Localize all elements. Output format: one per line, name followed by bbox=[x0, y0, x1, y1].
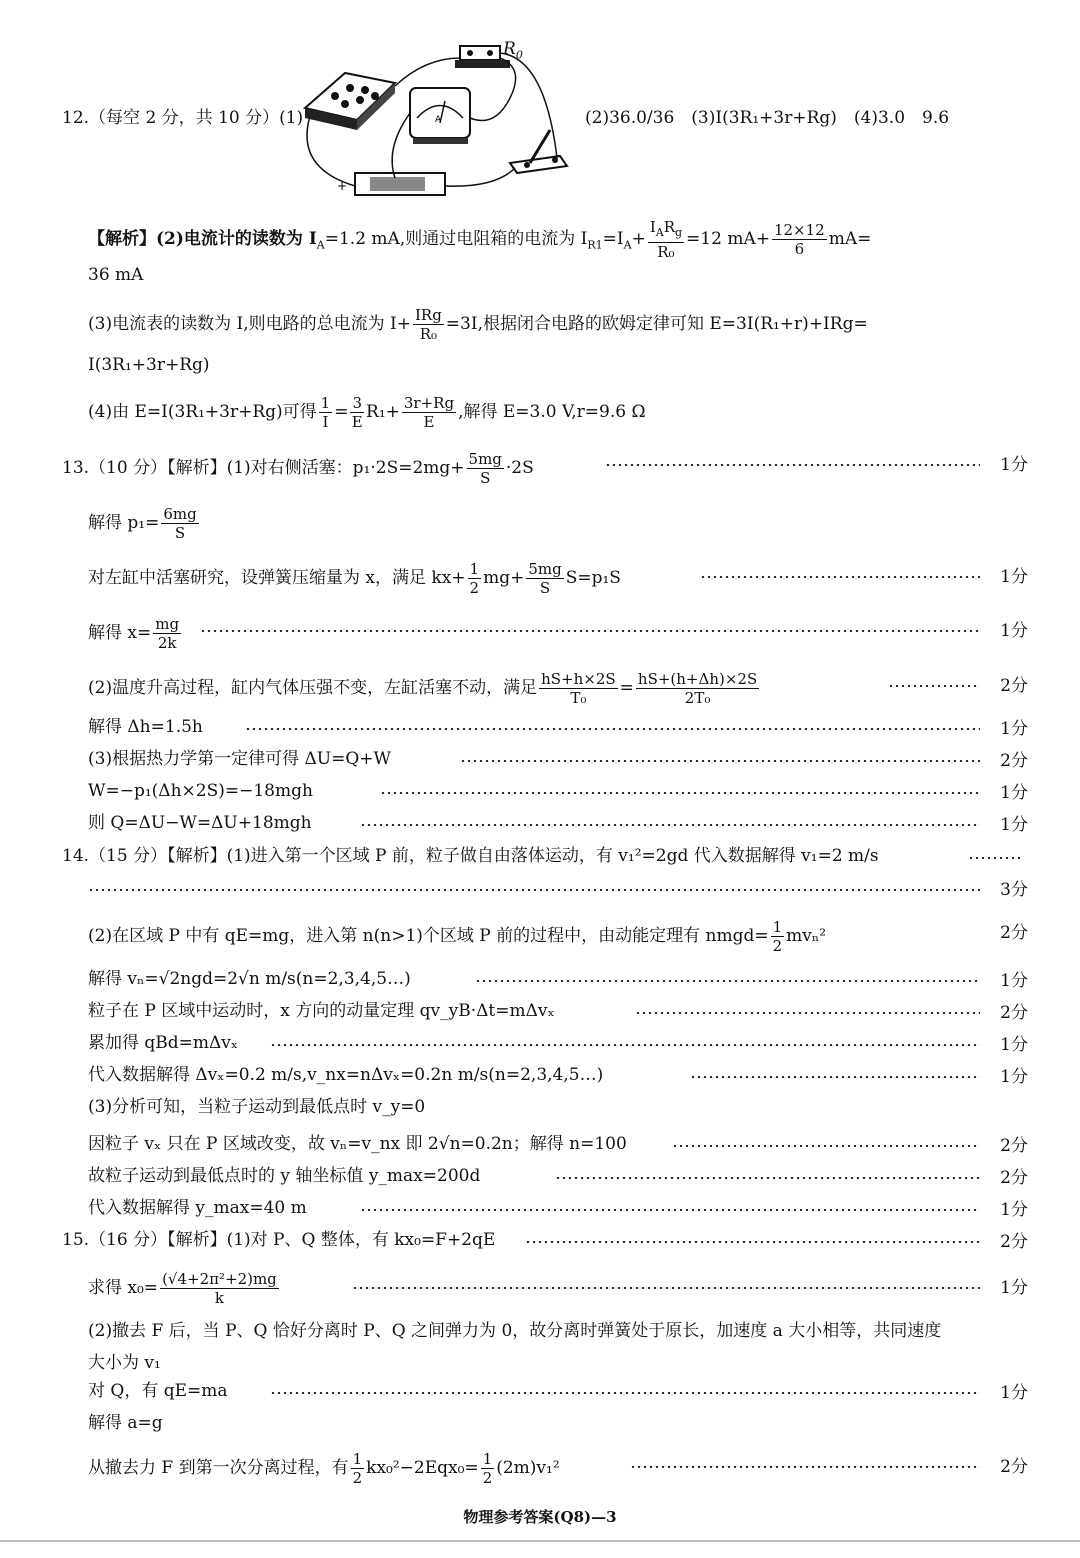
frac-half-1-den: 2 bbox=[469, 579, 480, 597]
q13-line7: (3)根据热力学第一定律可得 ΔU=Q+W bbox=[88, 749, 391, 769]
q15-l7b: kx₀²−2Eqx₀= bbox=[366, 1458, 479, 1478]
svg-text:+: + bbox=[337, 179, 348, 193]
frac-half-3-num: 1 bbox=[352, 1450, 363, 1468]
frac-1-i bbox=[319, 394, 333, 431]
frac-5mg-den: S bbox=[480, 469, 491, 487]
q14-line9: 故粒子运动到最低点时的 y 轴坐标值 y_max=200d bbox=[88, 1166, 481, 1186]
leader-dots bbox=[360, 1209, 980, 1211]
q14-score8: 2分 bbox=[1000, 1136, 1028, 1156]
frac-ideal-gas-2-num: hS+(h+Δh)×2S bbox=[637, 670, 758, 688]
q12-c1: (4)由 E=I(3R₁+3r+Rg)可得 bbox=[88, 402, 317, 422]
q14-line1: 14.（15 分）【解析】(1)进入第一个区域 P 前，粒子做自由落体运动，有 v₁²=2gd 代入数据解得 v₁=2 m/s bbox=[62, 846, 879, 866]
leader-dots bbox=[270, 1044, 980, 1046]
q12-header: 12.（每空 2 分，共 10 分）(1) bbox=[62, 108, 304, 128]
q12-answers: (2)36.0/36 (3)I(3R₁+3r+Rg) (4)3.0 9.6 bbox=[585, 108, 950, 128]
frac-ideal-gas-2-den: 2T₀ bbox=[684, 689, 711, 707]
frac-12x12-den: 6 bbox=[794, 240, 805, 258]
q13-line4 bbox=[88, 615, 183, 652]
sub-a2: A bbox=[623, 238, 632, 252]
q13-l1: 13.（10 分）【解析】(1)对右侧活塞：p₁·2S=2mg+ bbox=[62, 458, 465, 478]
q13-score9: 1分 bbox=[1000, 815, 1028, 835]
frac-ia-rg bbox=[648, 218, 684, 261]
frac-12x12 bbox=[772, 221, 827, 258]
q12-analysis-line3 bbox=[88, 306, 868, 343]
frac-x0-den: k bbox=[214, 1289, 224, 1307]
frac-x0-num: (√4+2π²+2)mg bbox=[162, 1270, 277, 1288]
sub-r1: R1 bbox=[587, 238, 603, 252]
q13-line1 bbox=[62, 450, 534, 487]
leader-dots bbox=[968, 857, 1023, 859]
q15-line2 bbox=[88, 1270, 281, 1307]
leader-dots bbox=[245, 728, 980, 730]
q12-c1e: ,解得 E=3.0 V,r=9.6 Ω bbox=[458, 402, 646, 422]
frac-irg-num: IRg bbox=[414, 306, 442, 324]
frac-6mg-num: 6mg bbox=[163, 505, 197, 523]
q13-line5: (2)温度升高过程，缸内气体压强不变，左缸活塞不动，满足 $\frac{hS+h\times 2S}{\text{T₀}}$ = $\frac{hS+(h+\Delta h)\times 2S}{\text{2T₀}}$ bbox=[88, 670, 758, 707]
frac-ia-rg-num: $I_AR_g$ bbox=[648, 218, 684, 243]
leader-dots bbox=[380, 792, 980, 794]
q14-score9: 2分 bbox=[1000, 1168, 1028, 1188]
frac-1-i-num: 1 bbox=[320, 394, 331, 412]
resistance-box-image bbox=[305, 73, 395, 130]
frac-mg-2k bbox=[153, 615, 181, 652]
q14-line6: 代入数据解得 Δvₓ=0.2 m/s,v_nx=nΔvₓ=0.2n m/s(n=2,3,4,5…) bbox=[88, 1065, 604, 1085]
leader-dots bbox=[555, 1177, 980, 1179]
q14-score6: 1分 bbox=[1000, 1067, 1028, 1087]
q14-line5: 累加得 qBd=mΔvₓ bbox=[88, 1033, 239, 1053]
frac-half-1-num: 1 bbox=[469, 560, 480, 578]
q13-l2: 解得 p₁= bbox=[88, 513, 160, 533]
q12-analysis-line1: 【解析】(2)电流计的读数为 $I_A=1.2$ mA,则通过电阻箱的电流为 $I_{R1}=I_A+$ $I_AR_g$ R₀ =12 mA+ $\frac{12\times 12}{6}$ mA= bbox=[88, 218, 872, 261]
leader-dots bbox=[700, 576, 980, 578]
page-footer: 物理参考答案(Q8)—3 bbox=[463, 1508, 617, 1526]
q13-l1e: ·2S bbox=[505, 458, 534, 478]
r0-letter: R bbox=[503, 39, 516, 59]
leader-dots bbox=[200, 630, 980, 632]
q12-b1: (3)电流表的读数为 I,则电路的总电流为 I+ bbox=[88, 314, 411, 334]
frac-mg-num: mg bbox=[155, 615, 180, 633]
q13-line3 bbox=[88, 560, 621, 597]
q13-line9: 则 Q=ΔU−W=ΔU+18mgh bbox=[88, 813, 312, 833]
q15-l7: 从撤去力 F 到第一次分离过程，有 bbox=[88, 1458, 349, 1478]
q12-c1b: R₁+ bbox=[366, 402, 400, 422]
q14-line2 bbox=[88, 918, 826, 955]
q13-l4: 解得 x= bbox=[88, 623, 152, 643]
q14-score3: 1分 bbox=[1000, 971, 1028, 991]
q15-score2: 1分 bbox=[1000, 1278, 1028, 1298]
leader-dots bbox=[460, 760, 980, 762]
q12-analysis-line2: 36 mA bbox=[88, 265, 144, 285]
frac-6mg-s bbox=[161, 505, 198, 542]
frac-3r-rg-num: 3r+Rg bbox=[403, 394, 455, 412]
leader-dots bbox=[475, 980, 980, 982]
frac-3r-rg-e bbox=[402, 394, 456, 431]
frac-1-i-den: I bbox=[322, 413, 329, 431]
q12-a1e: mA= bbox=[828, 229, 872, 249]
frac-half-4-num: 1 bbox=[482, 1450, 493, 1468]
q13-score5: 2分 bbox=[1000, 676, 1028, 696]
q13-line2 bbox=[88, 505, 201, 542]
q15-l7c: (2m)v₁² bbox=[496, 1458, 560, 1478]
frac-5mg-s bbox=[467, 450, 504, 487]
q14-l2e: mvₙ² bbox=[786, 926, 827, 946]
q13-l3: 对左缸中活塞研究，设弹簧压缩量为 x，满足 kx+ bbox=[88, 568, 466, 588]
q13-score1: 1分 bbox=[1000, 455, 1028, 475]
q14-line4: 粒子在 P 区域中运动时，x 方向的动量定理 qv_yB·Δt=mΔvₓ bbox=[88, 1001, 555, 1021]
frac-half-1 bbox=[468, 560, 482, 597]
r0-subscript: 0 bbox=[515, 48, 523, 62]
q15-line1: 15.（16 分）【解析】(1)对 P、Q 整体，有 kx₀=F+2qE bbox=[62, 1230, 496, 1250]
frac-ideal-gas-1-den: T₀ bbox=[570, 689, 587, 707]
frac-x0 bbox=[160, 1270, 279, 1307]
frac-5mg-2-den: S bbox=[539, 579, 551, 597]
leader-dots bbox=[672, 1145, 980, 1147]
q15-score1: 2分 bbox=[1000, 1232, 1028, 1252]
frac-half-3 bbox=[351, 1450, 365, 1487]
q14-score4: 2分 bbox=[1000, 1003, 1028, 1023]
frac-ideal-gas-1 bbox=[539, 670, 618, 707]
leader-dots bbox=[525, 1241, 980, 1243]
switch-image bbox=[510, 130, 567, 173]
leader-dots bbox=[605, 464, 980, 466]
q13-score3: 1分 bbox=[1000, 567, 1028, 587]
galvanometer-image bbox=[337, 173, 457, 195]
q12-analysis-line5: (4)由 E=I(3R₁+3r+Rg)可得 $\frac{1}{I}$ = $\frac{3}{E}$ R₁+ $\frac{3r+Rg}{E}$ ,解得 E=3.0 V,r=9.6 Ω bbox=[88, 394, 646, 431]
frac-3-e-den: E bbox=[351, 413, 363, 431]
circuit-diagram bbox=[295, 38, 585, 203]
q15-line7 bbox=[88, 1450, 560, 1487]
q14-score2: 2分 bbox=[1000, 923, 1028, 943]
q14-score5: 1分 bbox=[1000, 1035, 1028, 1055]
frac-ia-rg-den: R₀ bbox=[657, 243, 675, 261]
frac-half-4 bbox=[481, 1450, 495, 1487]
r0-label bbox=[503, 36, 523, 68]
q15-l2: 求得 x₀= bbox=[88, 1278, 159, 1298]
frac-irg bbox=[413, 306, 444, 343]
bottom-edge-divider bbox=[0, 1540, 1080, 1542]
sub-a1: A bbox=[316, 238, 325, 252]
q14-line8: 因粒子 vₓ 只在 P 区域改变，故 vₙ=v_nx 即 2√n=0.2n；解得 n=100 bbox=[88, 1134, 627, 1154]
frac-5mg-num: 5mg bbox=[468, 450, 502, 468]
frac-mg-den: 2k bbox=[157, 634, 177, 652]
q12-a1d: =12 mA+ bbox=[686, 229, 770, 249]
frac-half-2-den: 2 bbox=[772, 937, 783, 955]
q14-score10: 1分 bbox=[1000, 1200, 1028, 1220]
frac-6mg-den: S bbox=[174, 524, 186, 542]
q12-a1b: =1.2 mA,则通过电阻箱的电流为 I bbox=[324, 229, 588, 249]
svg-text:−: − bbox=[447, 179, 458, 193]
q12-a1c: =I bbox=[602, 229, 624, 249]
leader-dots bbox=[352, 1287, 980, 1289]
q13-l5: (2)温度升高过程，缸内气体压强不变，左缸活塞不动，满足 bbox=[88, 678, 538, 698]
frac-ideal-gas-2 bbox=[636, 670, 759, 707]
frac-5mg-2-num: 5mg bbox=[528, 560, 562, 578]
q14-line7: (3)分析可知，当粒子运动到最低点时 v_y=0 bbox=[88, 1097, 426, 1117]
frac-half-4-den: 2 bbox=[482, 1469, 493, 1487]
frac-half-2-num: 1 bbox=[772, 918, 783, 936]
q13-l3b: mg+ bbox=[483, 568, 525, 588]
frac-half-2 bbox=[771, 918, 785, 955]
frac-3-e bbox=[350, 394, 364, 431]
leader-dots bbox=[690, 1076, 980, 1078]
frac-irg-den: R₀ bbox=[419, 325, 438, 343]
q15-score7: 2分 bbox=[1000, 1457, 1028, 1477]
leader-dots bbox=[635, 1012, 980, 1014]
leader-dots bbox=[270, 1392, 980, 1394]
q15-score5: 1分 bbox=[1000, 1383, 1028, 1403]
q14-l2: (2)在区域 P 中有 qE=mg，进入第 n(n>1)个区域 P 前的过程中，由动能定理有 nmgd= bbox=[88, 926, 769, 946]
leader-dots bbox=[630, 1466, 980, 1468]
q13-score7: 2分 bbox=[1000, 751, 1028, 771]
q13-line8: W=−p₁(Δh×2S)=−18mgh bbox=[88, 781, 313, 801]
q14-score1: 3分 bbox=[1000, 880, 1028, 900]
q15-line3: (2)撤去 F 后，当 P、Q 恰好分离时 P、Q 之间弹力为 0，故分离时弹簧处于原长，加速度 a 大小相等，共同速度 bbox=[88, 1321, 942, 1341]
q12-b1e: =3I,根据闭合电路的欧姆定律可知 E=3I(R₁+r)+IRg= bbox=[445, 314, 868, 334]
q14-line3: 解得 vₙ=√2ngd=2√n m/s(n=2,3,4,5…) bbox=[88, 969, 411, 989]
leader-dots bbox=[360, 824, 980, 826]
frac-3r-rg-den: E bbox=[423, 413, 435, 431]
q13-line6: 解得 Δh=1.5h bbox=[88, 717, 203, 737]
q14-line10: 代入数据解得 y_max=40 m bbox=[88, 1198, 307, 1218]
frac-ideal-gas-1-num: hS+h×2S bbox=[541, 670, 616, 688]
frac-3-e-num: 3 bbox=[352, 394, 363, 412]
q13-score8: 1分 bbox=[1000, 783, 1028, 803]
q15-line4: 大小为 v₁ bbox=[88, 1353, 161, 1373]
q12-analysis-line4: I(3R₁+3r+Rg) bbox=[88, 355, 210, 375]
q15-line6: 解得 a=g bbox=[88, 1413, 163, 1433]
q13-score4: 1分 bbox=[1000, 621, 1028, 641]
svg-text:A: A bbox=[435, 115, 442, 125]
q13-score6: 1分 bbox=[1000, 719, 1028, 739]
resistor-r0-image bbox=[455, 46, 510, 68]
ammeter-image bbox=[410, 88, 470, 144]
q15-line5: 对 Q，有 qE=ma bbox=[88, 1381, 228, 1401]
leader-dots bbox=[888, 685, 980, 687]
frac-12x12-num: 12×12 bbox=[773, 221, 825, 239]
frac-5mg-s-2 bbox=[526, 560, 563, 597]
q12-a1: 【解析】(2)电流计的读数为 I bbox=[88, 229, 317, 249]
frac-half-3-den: 2 bbox=[352, 1469, 363, 1487]
q13-l3e: S=p₁S bbox=[565, 568, 621, 588]
leader-dots bbox=[88, 889, 980, 891]
